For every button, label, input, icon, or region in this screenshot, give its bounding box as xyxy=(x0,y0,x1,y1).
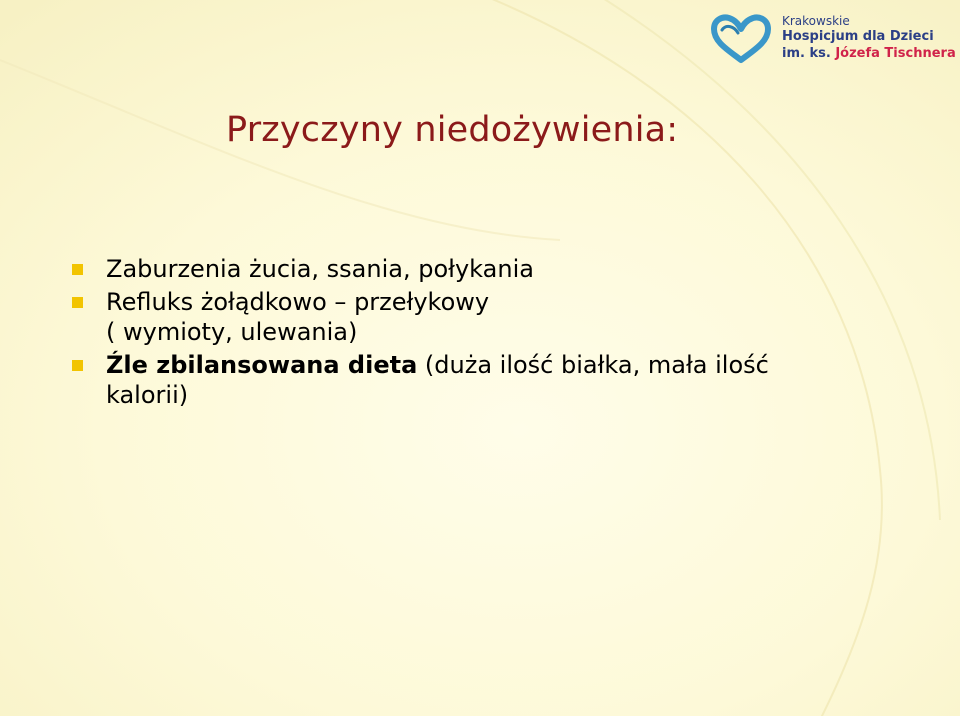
heart-logo-icon xyxy=(708,14,774,64)
logo-line-3-prefix: im. ks. xyxy=(782,46,836,61)
logo-line-3 xyxy=(782,46,956,61)
bullet-item xyxy=(72,350,932,410)
slide-title: Przyczyny niedożywienia: xyxy=(226,110,679,150)
square-bullet-icon xyxy=(72,360,83,371)
bullet-text: Zaburzenia żucia, ssania, połykania xyxy=(106,255,534,283)
bullet-item xyxy=(72,287,932,347)
bullet-subtext: ( wymioty, ulewania) xyxy=(106,318,358,346)
bullet-text-rest: (duża ilość białka, mała ilość xyxy=(417,351,769,379)
bullet-text-bold: Źle zbilansowana dieta xyxy=(106,351,418,379)
organization-logo xyxy=(708,10,960,70)
bullet-list xyxy=(72,254,932,410)
logo-line-1: Krakowskie xyxy=(782,14,850,28)
square-bullet-icon xyxy=(72,264,83,275)
bullet-text-continuation: kalorii) xyxy=(106,381,189,409)
bullet-text xyxy=(106,350,932,380)
bullet-text: Refluks żołądkowo – przełykowy xyxy=(106,288,490,316)
bullet-item xyxy=(72,254,932,284)
logo-line-2: Hospicjum dla Dzieci xyxy=(782,29,934,44)
logo-line-3-name: Józefa Tischnera xyxy=(835,46,956,61)
square-bullet-icon xyxy=(72,297,83,308)
